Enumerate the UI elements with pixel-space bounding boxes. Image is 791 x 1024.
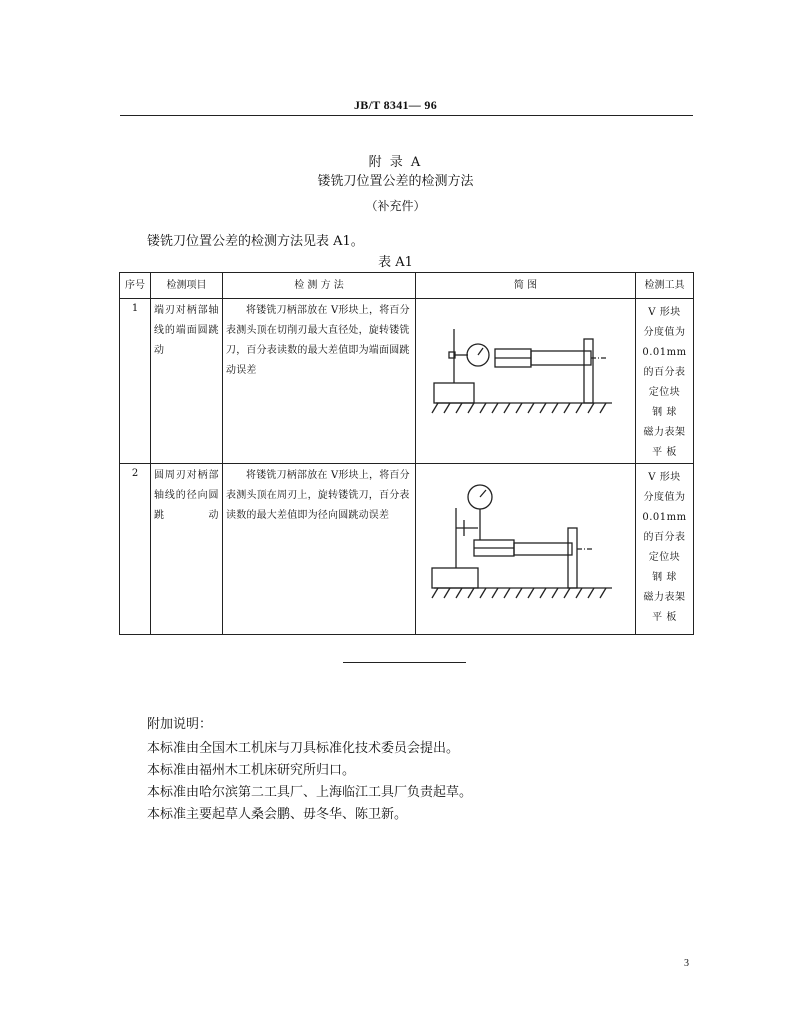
tool-item: 平 板 [652, 612, 677, 623]
tool-item: 定位块 [648, 387, 681, 398]
tool-item: 平 板 [652, 447, 677, 458]
table-header-row [120, 273, 694, 299]
header-method: 检 测 方 法 [223, 273, 416, 299]
inspection-item: 端刃对柄部轴线的端面圆跳动 [151, 299, 223, 464]
radial-runout-diagram [416, 464, 636, 626]
row-number: 1 [120, 299, 151, 464]
tool-item: 0.01mm [642, 512, 687, 523]
tool-item: 定位块 [648, 552, 681, 563]
tool-item: 分度值为 [643, 327, 686, 338]
tool-item: 钢 球 [652, 407, 677, 418]
table-row [120, 299, 694, 464]
appendix-subtitle: （补充件） [365, 199, 426, 213]
tool-item: 钢 球 [652, 572, 677, 583]
note-line: 本标准主要起草人桑会鹏、毋冬华、陈卫新。 [147, 807, 408, 822]
inspection-method: 将镂铣刀柄部放在 V形块上，将百分表测头顶在切削刃最大直径处，旋转镂铣刀，百分表读数的最大差值即为端面圆跳动误差 [223, 299, 416, 464]
table-title: 表 A1 [378, 255, 413, 270]
section-divider [343, 662, 466, 663]
note-line: 本标准由福州木工机床研究所归口。 [147, 763, 356, 778]
tool-list [636, 464, 694, 635]
tool-item: V 形块 [648, 307, 681, 318]
tool-item: 的百分表 [643, 532, 686, 543]
tool-item: 的百分表 [643, 367, 686, 378]
inspection-item: 圆周刃对柄部轴线的径向圆跳动 [151, 464, 223, 635]
tool-list [636, 299, 694, 464]
tool-item: 分度值为 [643, 492, 686, 503]
header-rule [120, 115, 693, 116]
inspection-table [119, 272, 694, 635]
tool-item: 0.01mm [642, 347, 687, 358]
header-tools: 检测工具 [636, 273, 694, 299]
tool-item: 磁力表架 [643, 427, 686, 438]
end-runout-diagram [416, 299, 636, 455]
note-line: 本标准由全国木工机床与刀具标准化技术委员会提出。 [147, 741, 460, 756]
figure-cell [416, 299, 636, 464]
header-item: 检测项目 [151, 273, 223, 299]
appendix-label: 附 录 A [368, 155, 423, 170]
standard-code: JB/T 8341— 96 [353, 98, 438, 112]
row-number: 2 [120, 464, 151, 635]
intro-text: 镂铣刀位置公差的检测方法见表 A1。 [147, 234, 364, 249]
table-row [120, 464, 694, 635]
appendix-title: 镂铣刀位置公差的检测方法 [317, 174, 474, 189]
note-line: 本标准由哈尔滨第二工具厂、上海临江工具厂负责起草。 [147, 785, 473, 800]
inspection-method: 将镂铣刀柄部放在 V形块上，将百分表测头顶在周刃上，旋转镂铣刀，百分表读数的最大差值即为径向圆跳动误差 [223, 464, 416, 635]
header-no: 序号 [120, 273, 151, 299]
tool-item: 磁力表架 [643, 592, 686, 603]
notes-heading: 附加说明： [147, 717, 213, 732]
tool-item: V 形块 [648, 472, 681, 483]
page-number: 3 [684, 958, 689, 969]
header-figure: 简 图 [416, 273, 636, 299]
figure-cell [416, 464, 636, 635]
